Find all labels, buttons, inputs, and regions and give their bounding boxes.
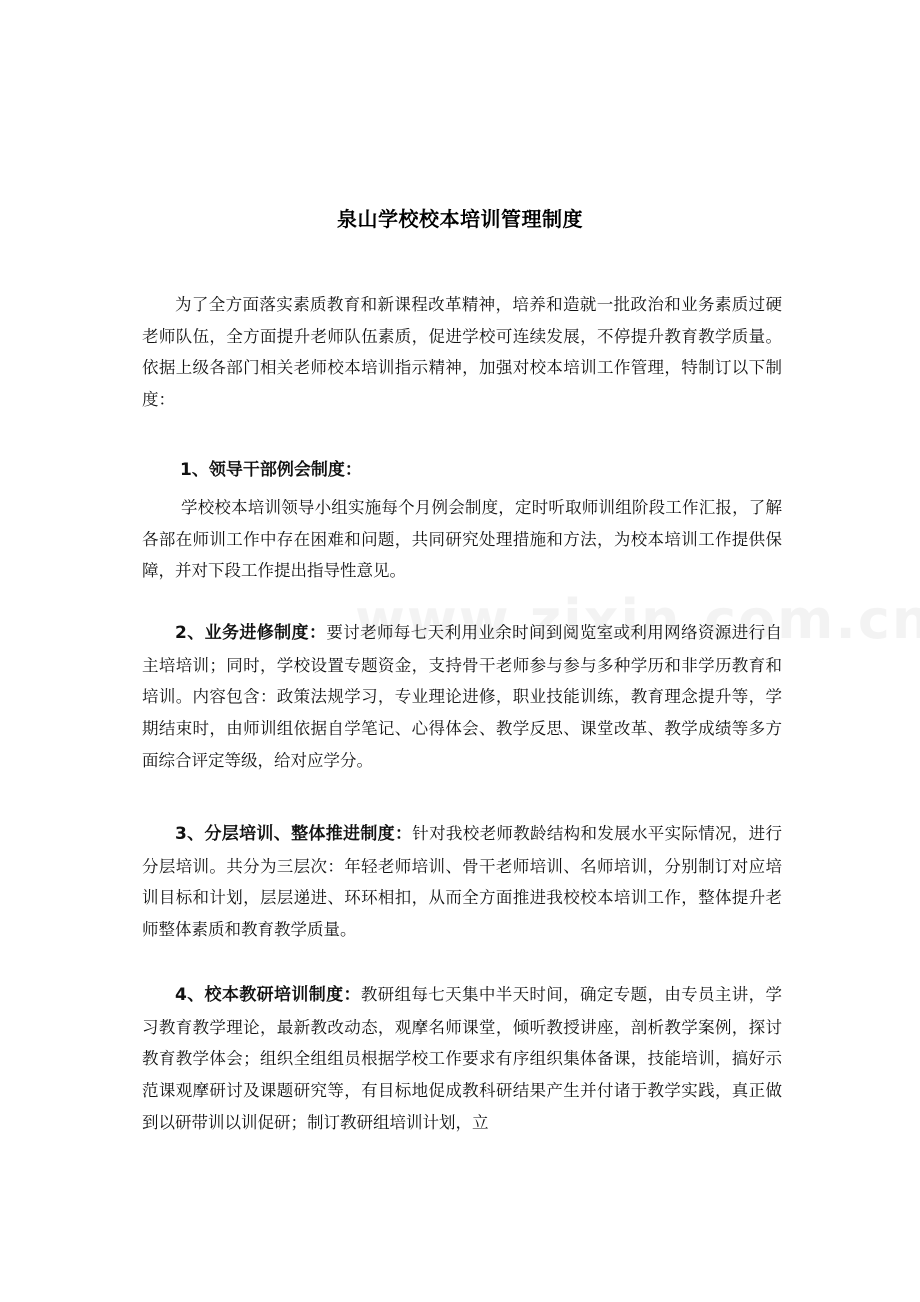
section-3-paragraph bbox=[142, 818, 782, 946]
section-2-heading: 2、业务进修制度： bbox=[175, 623, 327, 643]
section-4-heading: 4、校本教研培训制度： bbox=[175, 985, 361, 1005]
section-3-heading: 3、分层培训、整体推进制度： bbox=[175, 824, 413, 844]
section-2-body: 要讨老师每七天利用业余时间到阅览室或利用网络资源进行自主培培训；同时，学校设置专题资金，支持骨干老师参与参与多种学历和非学历教育和培训。内容包含：政策法规学习，专业理论进修，职业技能训练，教育理念提升等，学期结束时，由师训组依据自学笔记、心得体会、教学反思、课堂改革、教学成绩等多方面综合评定等级，给对应学分。 bbox=[142, 623, 782, 770]
document-title: 泉山学校校本培训管理制度 bbox=[337, 207, 583, 231]
section-3-body: 针对我校老师教龄结构和发展水平实际情况，进行分层培训。共分为三层次：年轻老师培训、骨干老师培训、名师培训，分别制订对应培训目标和计划，层层递进、环环相扣，从而全方面推进我校校本培训工作，整体提升老师整体素质和教育教学质量。 bbox=[142, 824, 783, 940]
section-1-body: 学校校本培训领导小组实施每个月例会制度，定时听取师训组阶段工作汇报，了解各部在师训工作中存在困难和问题，共同研究处理措施和方法，为校本培训工作提供保障，并对下段工作提出指导性意见。 bbox=[142, 498, 782, 581]
section-2-paragraph bbox=[142, 617, 782, 777]
section-1-heading: 1、领导干部例会制度： bbox=[180, 460, 362, 480]
section-4-body: 教研组每七天集中半天时间，确定专题，由专员主讲，学习教育教学理论，最新教改动态，观摩名师课堂，倾听教授讲座，剖析教学案例，探讨教育教学体会；组织全组组员根据学校工作要求有序组织集体备课，技能培训，搞好示范课观摩研讨及课题研究等，有目标地促成教科研结果产生并付诸于教学实践，真正做到以研带训以训促研；制订教研组培训计划，立 bbox=[142, 985, 782, 1132]
intro-paragraph: 为了全方面落实素质教育和新课程改革精神，培养和造就一批政治和业务素质过硬老师队伍，全方面提升老师队伍素质，促进学校可连续发展，不停提升教育教学质量。依据上级各部门相关老师校本培训指示精神，加强对校本培训工作管理，特制订以下制度： bbox=[142, 295, 782, 410]
section-4-paragraph bbox=[142, 979, 782, 1139]
